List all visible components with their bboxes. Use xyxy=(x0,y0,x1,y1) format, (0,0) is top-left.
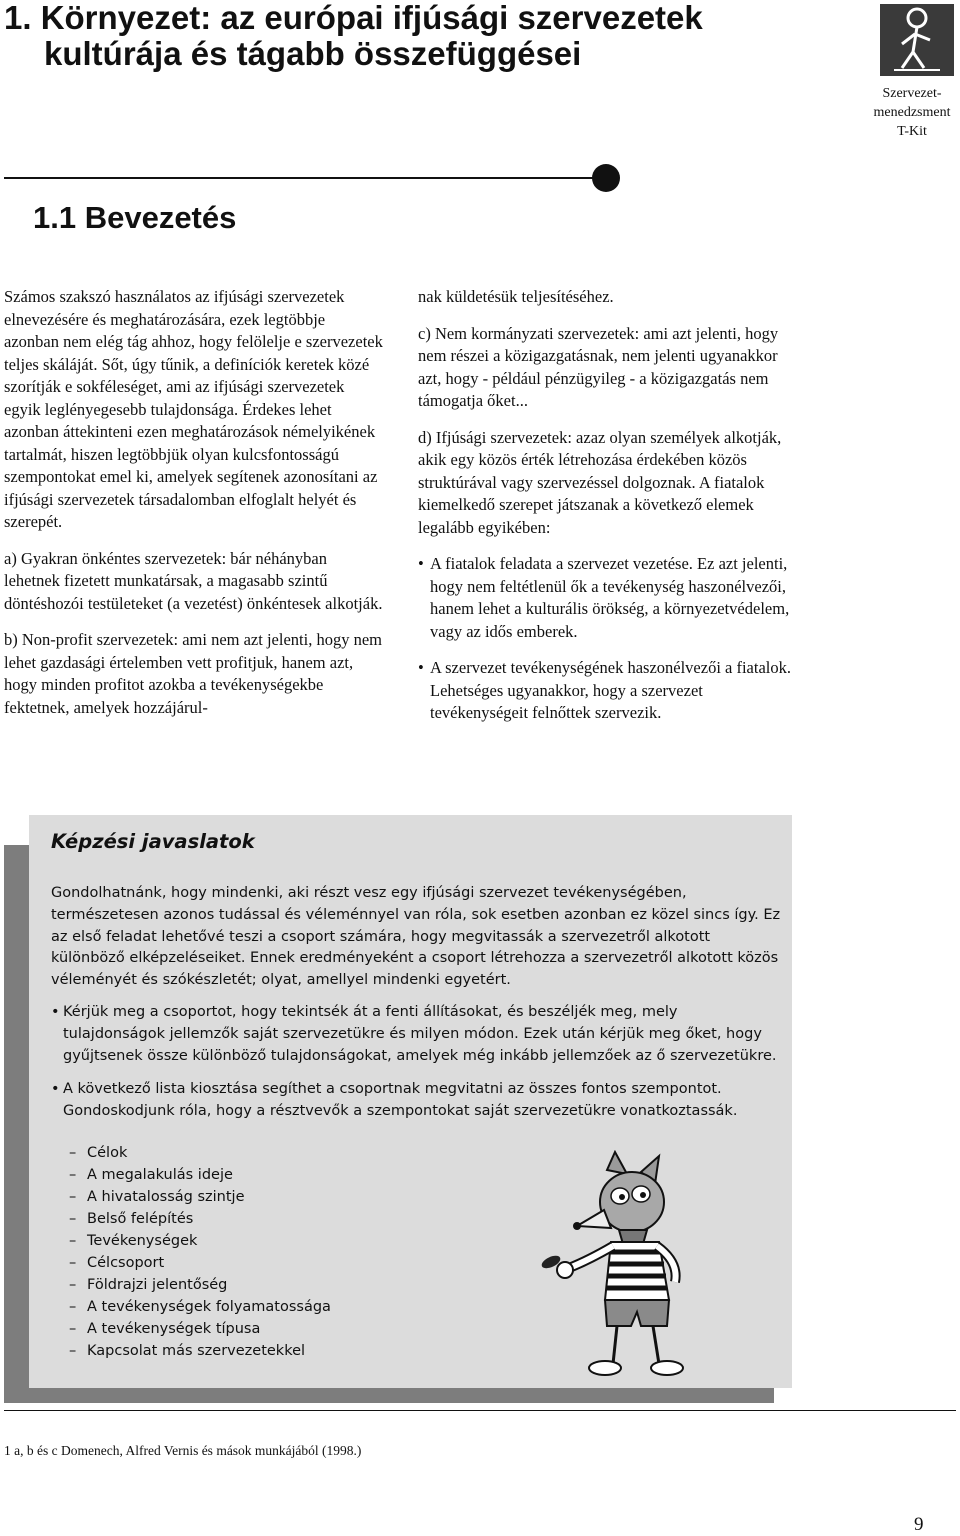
box-intro: Gondolhatnánk, hogy mindenki, aki részt vesz egy ifjúsági szervezet tevékenységében, természetesen azonos tudással és véleménnyel van róla, sok esetben azonban ez közel sincs így. Ez az első feladat lehetővé teszi a csoport számára, hogy megvitassák a szervezetről alkotott különböző elképzeléseiket. Ennek eredményeként a csoport létrehozza a szervezetről alkotott közös véleményét és szókészletét; olyat, amellyel mindenki egyetért. xyxy=(51,885,781,989)
divider-dot xyxy=(592,164,620,192)
paragraph: Számos szakszó használatos az ifjúsági szervezetek elnevezésére és meghatározására, ezek legtöbbje azonban nem elég tág ahhoz, hogy felölelje e szervezetek teljes skáláját. Sőt, úgy tűnik, a definíciók keretek közé szorítják e sokféleséget, ami az ifjúsági szervezetek egyik leglényegesebb tulajdonsága. Érdekes lehet azonban áttekinteni ezen meghatározások némelyikének tartalmát, hiszen legtöbbjük olyan kulcsfontosságú szempontokat emel ki, amelyek segítenek azonosítani az ifjúsági szervezetek társadalomban elfoglalt helyét és szerepét. xyxy=(4,287,383,531)
kit-label xyxy=(864,84,960,141)
box-title: Képzési javaslatok xyxy=(51,830,255,853)
list-item: – A tevékenységek típusa xyxy=(51,1319,781,1341)
chapter-title xyxy=(4,0,824,72)
footnote-divider xyxy=(4,1410,956,1411)
chapter-title-line-2: kultúrája és tágabb összefüggései xyxy=(44,35,582,72)
paragraph: a) Gyakran önkéntes szervezetek: bár néhányban lehetnek fizetett munkatársak, a magasabb szintű döntéshozói testületeket (a vezetést) önkéntesek alkotják. xyxy=(4,548,383,613)
kit-label-line-3: T-Kit xyxy=(897,124,927,139)
box-bullet-list xyxy=(51,1002,781,1123)
list-item: – Kapcsolat más szervezetekkel xyxy=(51,1341,781,1363)
list-item: – Földrajzi jelentőség xyxy=(51,1275,781,1297)
list-item: – A tevékenységek folyamatossága xyxy=(51,1297,781,1319)
footnote: 1 a, b és c Domenech, Alfred Vernis és mások munkájából (1998.) xyxy=(4,1443,362,1458)
paragraph: b) Non-profit szervezetek: ami nem azt jelenti, hogy nem lehet gazdasági értelemben vett profitjuk, hanem azt, hogy minden profitot azokba a tevékenységekbe fektetnek, amelyek hozzájárul- xyxy=(4,630,382,717)
paragraph: c) Nem kormányzati szervezetek: ami azt jelenti, hogy nem részei a közigazgatásnak, nem jelenti ugyanakkor azt, hogy - például pénzügyileg - a közigazgatás nem támogatja őket... xyxy=(418,323,779,410)
paragraph: nak küldetésük teljesítéséhez. xyxy=(418,287,614,306)
paragraph: d) Ifjúsági szervezetek: azaz olyan személyek alkotják, akik egy közös érték létrehozása érdekében közös struktúrával vagy szervezéssel dolgoznak. A fiatalok kiemelkedő szerepet játszanak a következő elemek legalább egyikében: xyxy=(418,427,782,537)
list-item: • A fiatalok feladata a szervezet vezetése. Ez azt jelenti, hogy nem feltétlenül ők a tevékenység haszonélvezői, hanem lehet a kulturális örökség, a környezetvédelem, vagy az idős emberek. xyxy=(418,553,798,643)
t-kit-logo xyxy=(880,4,954,76)
fox-mascot-illustration xyxy=(519,1150,719,1385)
bullet-list xyxy=(418,553,798,725)
chapter-title-line-1: 1. Környezet: az európai ifjúsági szervezetek xyxy=(4,0,703,36)
list-item: – Belső felépítés xyxy=(51,1209,781,1231)
list-item: • A szervezet tevékenységének haszonélvezői a fiatalok. Lehetséges ugyanakkor, hogy a szervezet tevékenységeit felnőttek szervezik. xyxy=(418,657,798,725)
walking-figure-icon xyxy=(880,4,954,76)
training-suggestions-box xyxy=(29,815,792,1388)
list-item: • A következő lista kiosztása segíthet a csoportnak megvitatni az összes fontos szempontot. Gondoskodjunk róla, hogy a résztvevők a szempontokat saját szervezetükre vonatkoztassák. xyxy=(51,1079,781,1123)
section-divider xyxy=(4,177,604,179)
list-item: – A megalakulás ideje xyxy=(51,1165,781,1187)
list-item: • Kérjük meg a csoportot, hogy tekintsék át a fenti állításokat, és beszéljék meg, mely tulajdonságok jellemzők saját szervezetükre és milyen módon. Ezek után kérjük meg őket, hogy gyűjtsenek össze különböző tulajdonságokat, amelyek még inkább jellemzőek az ő szervezetükre. xyxy=(51,1002,781,1067)
left-column xyxy=(4,286,384,733)
right-column xyxy=(418,286,798,739)
kit-label-line-1: Szervezet- xyxy=(882,86,942,101)
section-title: 1.1 Bevezetés xyxy=(33,200,237,235)
page-number: 9 xyxy=(914,1514,924,1535)
list-item: – Célcsoport xyxy=(51,1253,781,1275)
kit-label-line-2: menedzsment xyxy=(873,105,951,120)
list-item: – A hivatalosság szintje xyxy=(51,1187,781,1209)
list-item: – Tevékenységek xyxy=(51,1231,781,1253)
list-item: – Célok xyxy=(51,1143,781,1165)
